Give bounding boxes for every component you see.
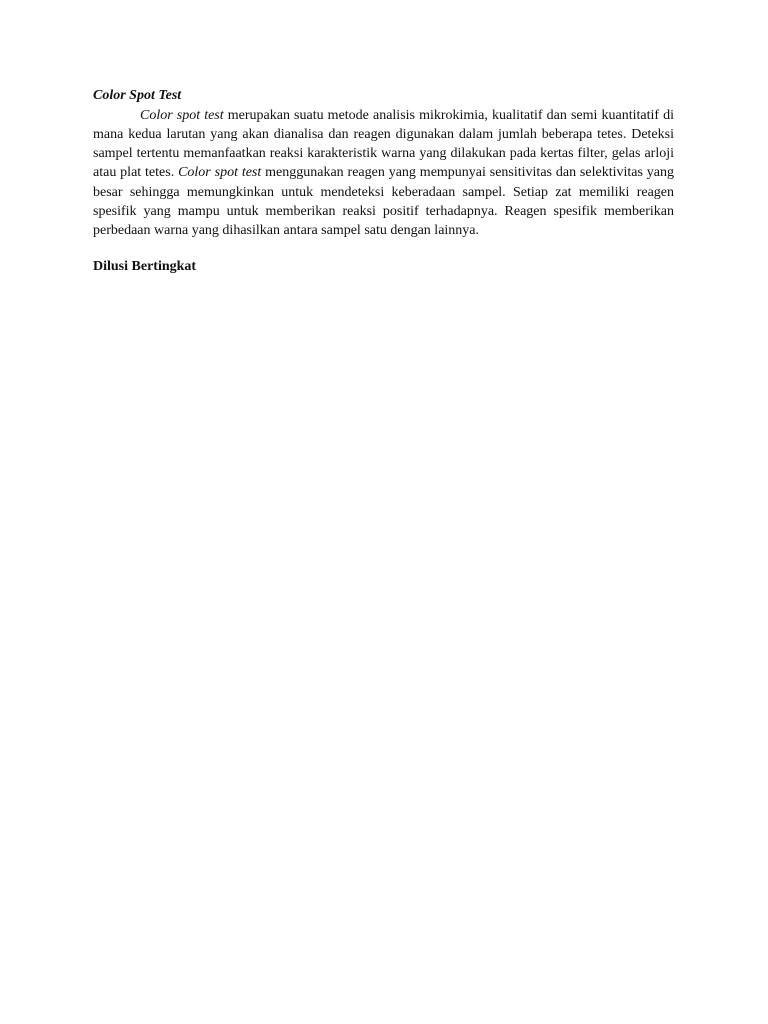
paragraph-text: merupakan suatu metode analisis mikrokimia, kualitatif dan semi kuantitatif di mana kedua larutan yang akan dianalisa dan reagen digunakan dalam jumlah beberapa tetes. Deteksi sampel tertentu memanfaatkan reaksi karakteristik warna yang dilakukan pada kertas filter, gelas arloji atau plat tetes. bbox=[93, 107, 674, 181]
italic-term: Color spot test bbox=[178, 165, 262, 181]
section-title-color-spot-test: Color Spot Test bbox=[93, 88, 182, 103]
section-gap bbox=[93, 241, 674, 257]
section-title-dilusi-bertingkat: Dilusi Bertingkat bbox=[93, 258, 197, 274]
italic-term: Color spot test bbox=[140, 107, 224, 123]
body-paragraph-color-spot-test bbox=[93, 106, 674, 241]
document-content bbox=[93, 86, 674, 276]
paragraph-text: menggunakan reagen yang mempunyai sensitivitas dan selektivitas yang besar sehingga memungkinkan untuk mendeteksi keberadaan sampel. Setiap zat memiliki reagen spesifik yang mampu untuk memberikan reaksi positif terhadapnya. Reagen spesifik memberikan perbedaan warna yang dihasilkan antara sampel satu dengan lainnya. bbox=[93, 165, 675, 239]
